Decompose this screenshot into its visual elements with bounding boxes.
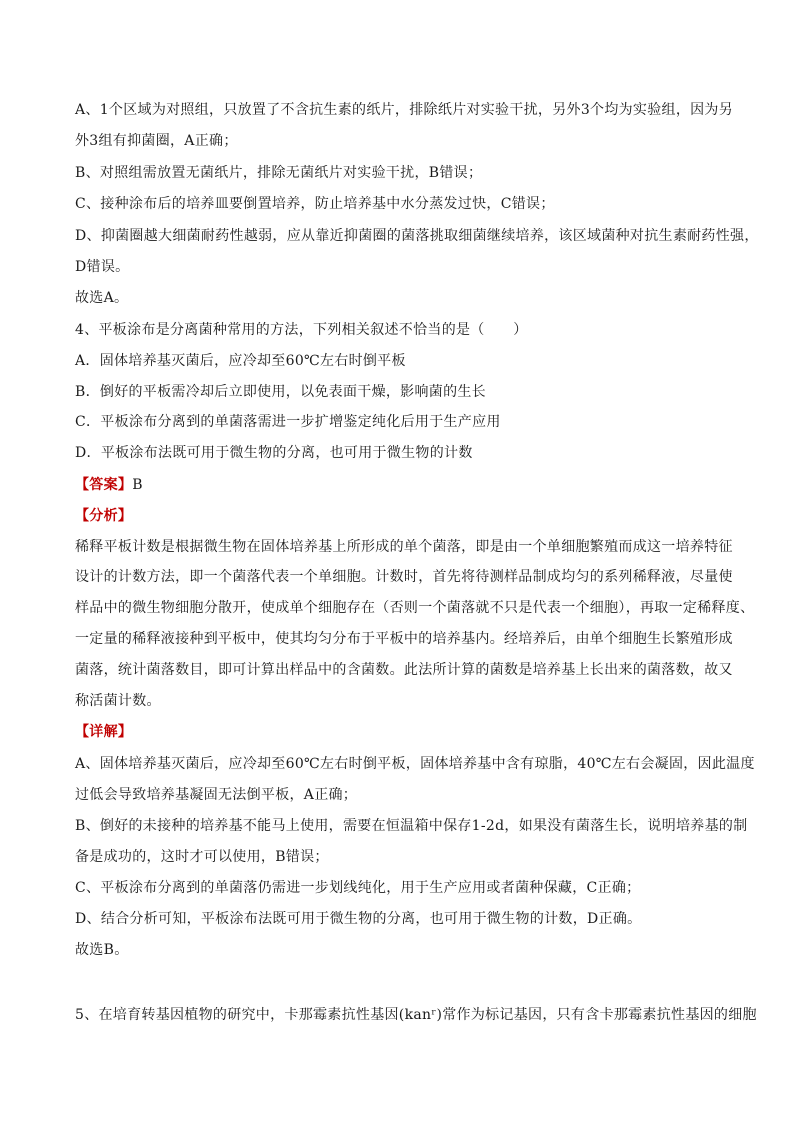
section-heading xyxy=(75,475,143,495)
text-line: A、固体培养基灭菌后，应冷却至60℃左右时倒平板，固体培养基中含有琼脂，40℃左右会凝固，因此温度 xyxy=(75,756,755,772)
text-line: 备是成功的，这时才可以使用，B错误； xyxy=(75,849,329,865)
text-line: D．平板涂布法既可用于微生物的分离，也可用于微生物的计数 xyxy=(75,445,473,461)
text-line: 故选B。 xyxy=(75,942,129,958)
text-line: C、接种涂布后的培养皿要倒置培养，防止培养基中水分蒸发过快，C错误； xyxy=(75,196,555,212)
text-line: 设计的计数方法，即一个菌落代表一个单细胞。计数时，首先将待测样品制成均匀的系列稀释液，尽量使 xyxy=(75,569,733,585)
text-line: B、倒好的未接种的培养基不能马上使用，需要在恒温箱中保存1-2d，如果没有菌落生长，说明培养基的制 xyxy=(75,818,748,834)
section-tag: 【分析】 xyxy=(75,508,133,524)
text-line: B．倒好的平板需冷却后立即使用，以免表面干燥，影响菌的生长 xyxy=(75,384,486,400)
text-line: D、抑菌圈越大细菌耐药性越弱，应从靠近抑菌圈的菌落挑取细菌继续培养，该区域菌种对抗生素耐药性强， xyxy=(75,228,759,244)
section-heading xyxy=(75,722,132,742)
text-line: B、对照组需放置无菌纸片，排除无菌纸片对实验干扰，B错误； xyxy=(75,165,483,181)
text-line: 菌落，统计菌落数目，即可计算出样品中的含菌数。此法所计算的菌数是培养基上长出来的菌落数，故又 xyxy=(75,662,733,678)
text-line: 样品中的微生物细胞分散开，使成单个细胞存在（否则一个菌落就不只是代表一个细胞），再取一定稀释度、 xyxy=(75,600,755,616)
text-line: 外3组有抑菌圈，A正确； xyxy=(75,133,238,149)
text-line: D、结合分析可知，平板涂布法既可用于微生物的分离，也可用于微生物的计数，D正确。 xyxy=(75,911,642,927)
section-tag: 【答案】 xyxy=(75,477,133,493)
text-line: 5、在培育转基因植物的研究中，卡那霉素抗性基因(kanʳ)常作为标记基因，只有含卡那霉素抗性基因的细胞 xyxy=(75,1007,757,1023)
text-line: D错误。 xyxy=(75,259,130,275)
section-value: B xyxy=(132,477,143,493)
text-line: 称活菌计数。 xyxy=(75,693,161,709)
text-line: 过低会导致培养基凝固无法倒平板，A正确； xyxy=(75,787,358,803)
text-line: 稀释平板计数是根据微生物在固体培养基上所形成的单个菌落，即是由一个单细胞繁殖而成这一培养特征 xyxy=(75,539,733,555)
text-line: A．固体培养基灭菌后，应冷却至60℃左右时倒平板 xyxy=(75,353,406,369)
text-line: A、1个区域为对照组，只放置了不含抗生素的纸片，排除纸片对实验干扰，另外3个均为实验组，因为另 xyxy=(75,102,734,118)
text-line: 一定量的稀释液接种到平板中，使其均匀分布于平板中的培养基内。经培养后，由单个细胞生长繁殖形成 xyxy=(75,631,733,647)
section-heading xyxy=(75,506,132,526)
text-line: C、平板涂布分离到的单菌落仍需进一步划线纯化，用于生产应用或者菌种保藏，C正确； xyxy=(75,880,641,896)
text-line: C．平板涂布分离到的单菌落需进一步扩增鉴定纯化后用于生产应用 xyxy=(75,414,501,430)
section-tag: 【详解】 xyxy=(75,724,133,740)
text-line: 故选A。 xyxy=(75,290,129,306)
text-line: 4、平板涂布是分离菌种常用的方法，下列相关叙述不恰当的是（ ） xyxy=(75,322,528,338)
